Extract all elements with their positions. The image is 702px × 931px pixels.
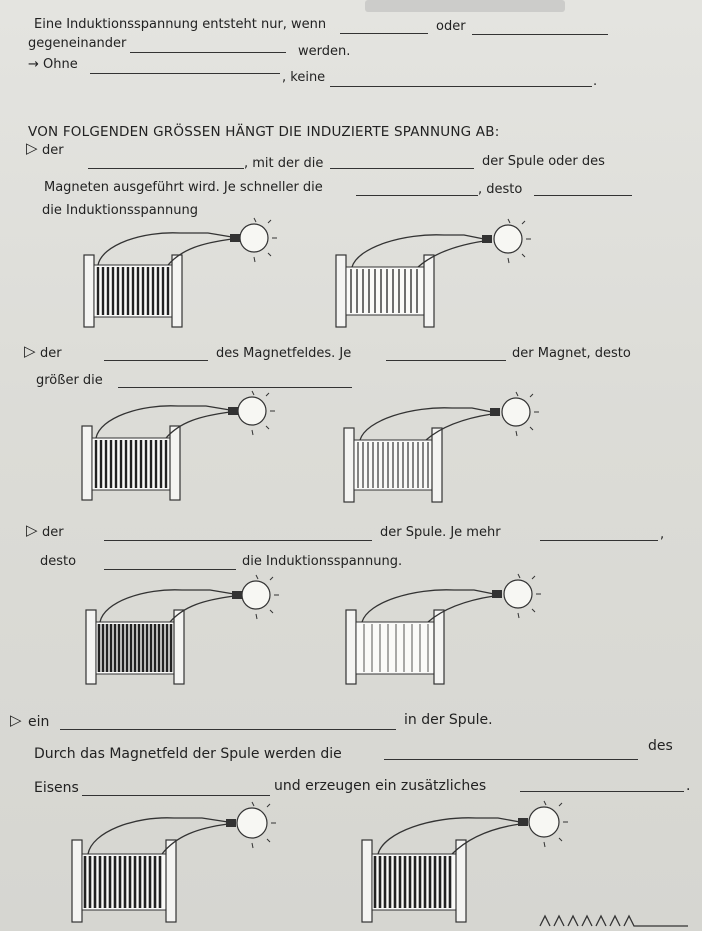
s2-blank-3[interactable]	[118, 387, 352, 388]
s4-line2: Durch das Magnetfeld der Spule werden die	[34, 746, 342, 762]
s2-blank-2[interactable]	[386, 360, 506, 361]
s3-line2-end: die Induktionsspannung.	[242, 554, 403, 569]
intro-line2: gegeneinander	[28, 36, 127, 51]
s3-mid: der Spule. Je mehr	[380, 525, 501, 540]
coil-bulb-figure	[80, 390, 280, 505]
blank-2[interactable]	[472, 34, 608, 35]
s1-blank-4[interactable]	[534, 195, 632, 196]
coil-bulb-figure	[84, 570, 284, 690]
s4-ein: ein	[28, 714, 50, 730]
blank-3[interactable]	[130, 52, 286, 53]
blank-5[interactable]	[330, 86, 592, 87]
intro-ohne: → Ohne	[28, 57, 78, 72]
s4-eisens: Eisens	[34, 780, 79, 796]
intro-keine: , keine	[282, 70, 326, 85]
blank-4[interactable]	[90, 73, 280, 74]
s3-blank-2[interactable]	[540, 540, 658, 541]
s3-der: der	[42, 525, 64, 540]
s2-der: der	[40, 346, 62, 361]
header-smudge	[365, 0, 565, 12]
s3-comma: ,	[660, 527, 665, 542]
s1-line3: die Induktionsspannung	[42, 203, 198, 218]
blank-1[interactable]	[340, 33, 428, 34]
triangle-bullet-icon: ▷	[24, 342, 36, 360]
s1-mid: , mit der die	[244, 156, 324, 171]
s1-blank-3[interactable]	[356, 195, 478, 196]
s4-period: .	[686, 778, 691, 794]
intro-line1: Eine Induktionsspannung entsteht nur, wenn	[34, 17, 327, 32]
coil-bulb-figure	[70, 796, 280, 926]
s1-der: der	[42, 143, 64, 158]
intro-oder: oder	[436, 19, 466, 34]
s2-end: der Magnet, desto	[512, 346, 631, 361]
intro-werden: werden.	[298, 44, 351, 59]
s1-blank-1[interactable]	[88, 168, 244, 169]
coil-bulb-figure	[82, 215, 282, 330]
s1-end: der Spule oder des	[482, 154, 605, 169]
s4-des: des	[648, 738, 673, 754]
intro-period: .	[593, 74, 598, 89]
section-heading: VON FOLGENDEN GRÖSSEN HÄNGT DIE INDUZIERTE SPANNUNG AB:	[28, 124, 500, 140]
s4-end: in der Spule.	[404, 712, 493, 728]
s4-line3-mid: und erzeugen ein zusätzliches	[274, 778, 487, 794]
coil-bulb-figure	[344, 570, 554, 690]
triangle-bullet-icon: ▷	[10, 711, 22, 729]
s2-blank-1[interactable]	[104, 360, 208, 361]
s4-blank-4[interactable]	[520, 791, 684, 792]
s3-line2: desto	[40, 554, 77, 569]
coil-bulb-figure	[334, 215, 544, 330]
triangle-bullet-icon: ▷	[26, 521, 38, 539]
s1-blank-2[interactable]	[330, 168, 474, 169]
triangle-bullet-icon: ▷	[26, 139, 38, 157]
s2-mid: des Magnetfeldes. Je	[216, 346, 352, 361]
coil-bulb-figure	[360, 796, 580, 926]
s4-blank-2[interactable]	[384, 759, 638, 760]
coil-bulb-figure	[342, 392, 552, 507]
s1-line2: Magneten ausgeführt wird. Je schneller die	[44, 180, 323, 195]
s4-blank-1[interactable]	[60, 729, 396, 730]
page-edge-marks	[540, 912, 690, 928]
s1-desto: , desto	[478, 182, 523, 197]
s2-line2: größer die	[36, 373, 103, 388]
s3-blank-1[interactable]	[104, 540, 372, 541]
